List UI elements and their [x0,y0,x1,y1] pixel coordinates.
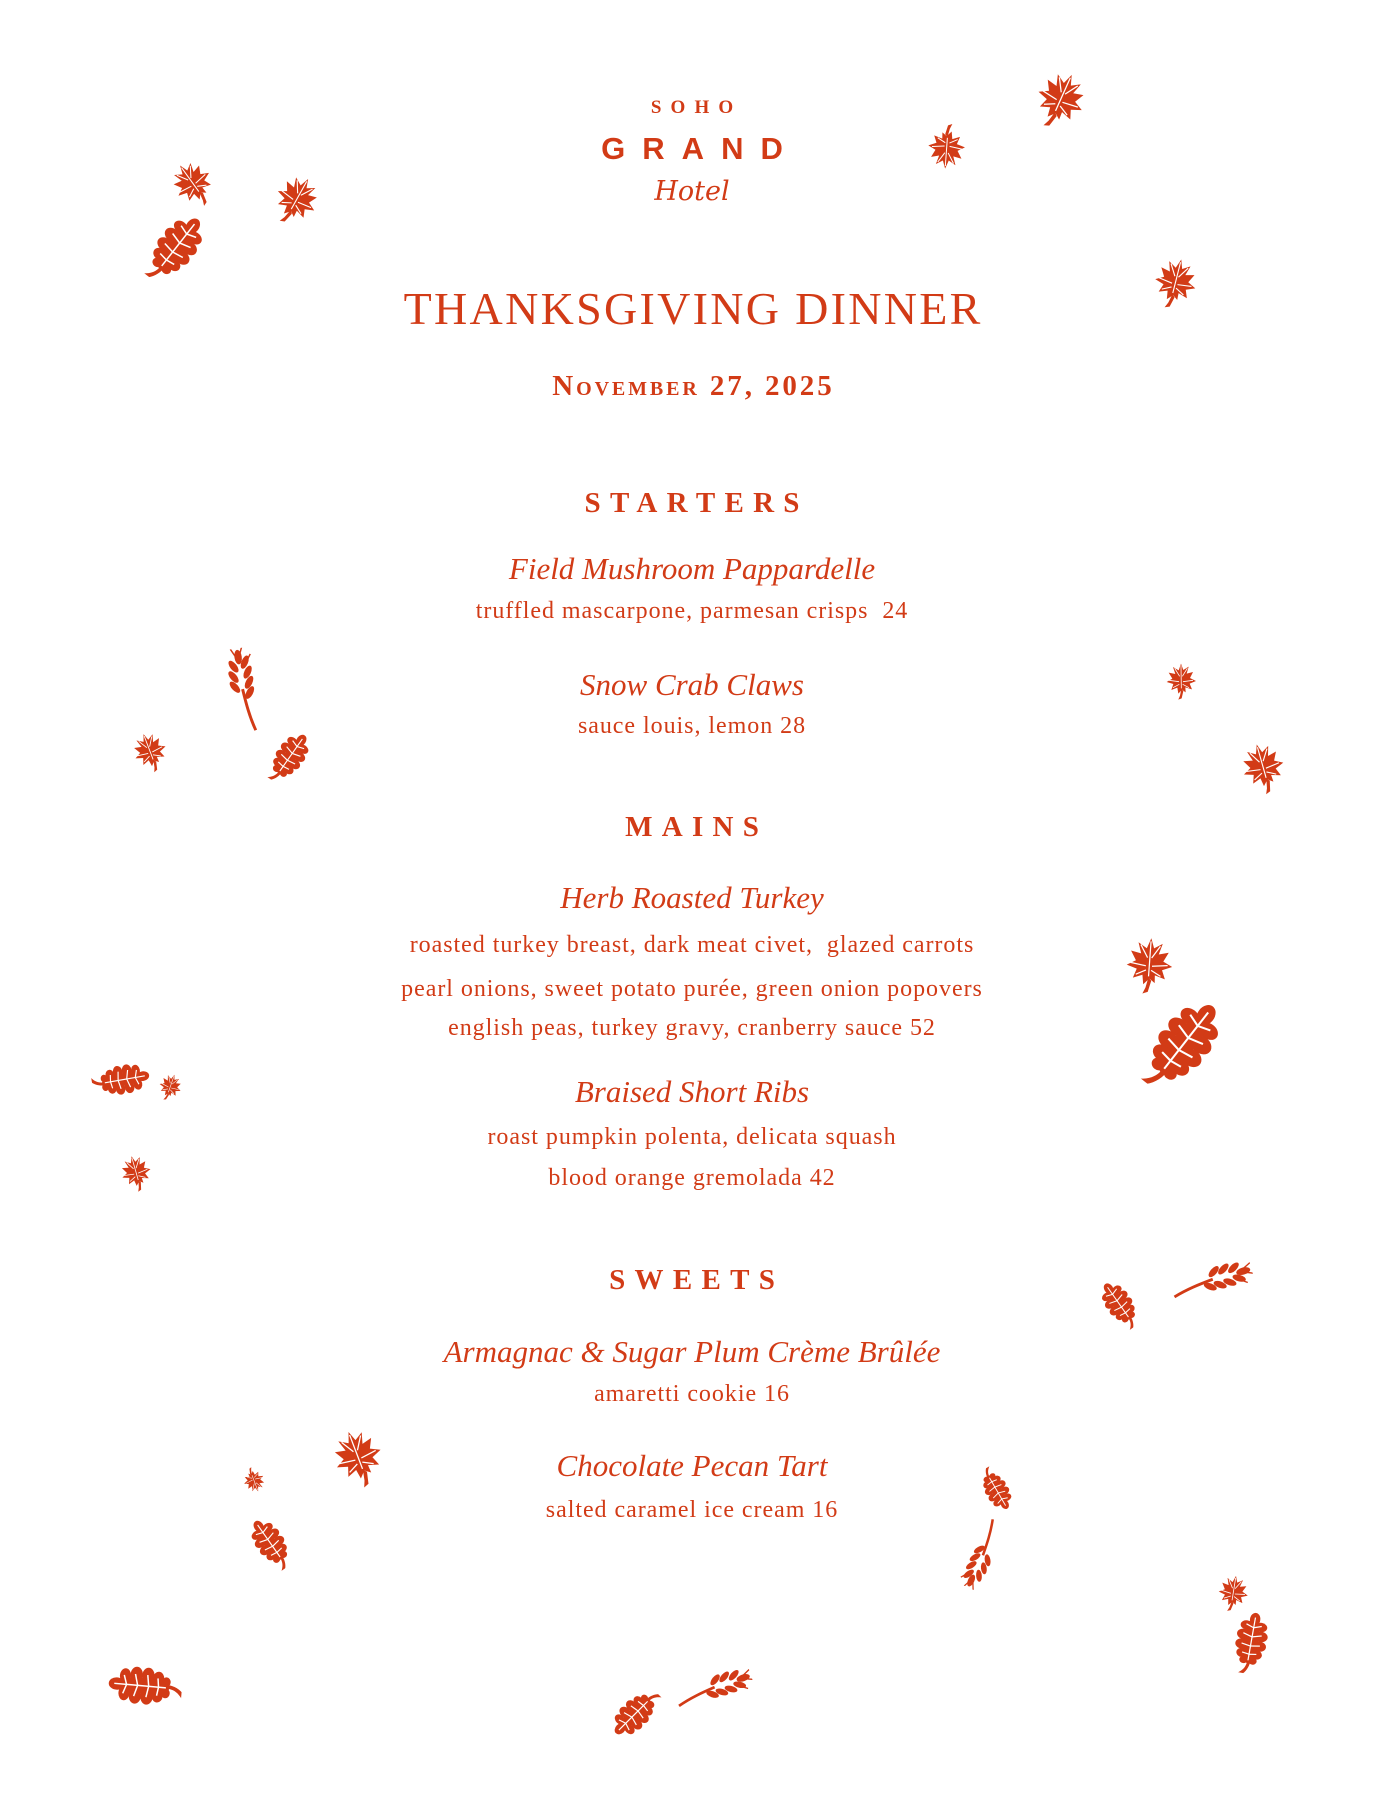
menu-date: November 27, 2025 [552,370,835,402]
dish-description: blood orange gremolada 42 [548,1165,836,1191]
maple-leaf-icon [1229,734,1298,803]
maple-leaf-icon [1210,1570,1256,1616]
section-title-sweets: SWEETS [609,1264,785,1296]
dish-name: Snow Crab Claws [580,667,804,702]
dish-description: pearl onions, sweet potato purée, green onion popovers [401,976,983,1002]
dish-description: amaretti cookie 16 [594,1381,790,1407]
logo-soho-text: SOHO [650,97,743,118]
dish-description: roasted turkey breast, dark meat civet, glazed carrots [409,932,975,958]
oak-leaf-icon [1215,1607,1287,1679]
wheat-stalk-icon [660,1636,763,1739]
oak-leaf-icon [595,1672,677,1754]
logo-grand-text: GRAND [601,131,800,166]
dish-name: Field Mushroom Pappardelle [508,551,876,586]
dish-description: truffled mascarpone, parmesan crisps 24 [475,598,909,624]
logo-hotel-text: Hotel [654,176,730,207]
dish-name: Armagnac & Sugar Plum Crème Brûlée [443,1334,941,1369]
menu-title: THANKSGIVING DINNER [403,283,983,334]
dish-name: Herb Roasted Turkey [560,880,824,915]
dish-name: Chocolate Pecan Tart [556,1448,828,1483]
dish-name: Braised Short Ribs [574,1074,810,1109]
dish-description: roast pumpkin polenta, delicata squash [487,1124,897,1150]
dish-description: sauce louis, lemon 28 [577,713,807,739]
section-title-starters: STARTERS [584,487,809,519]
dish-description: salted caramel ice cream 16 [545,1497,839,1523]
section-title-mains: MAINS [625,811,769,843]
dish-description: english peas, turkey gravy, cranberry sauce 52 [448,1015,936,1041]
oak-leaf-icon [105,1646,185,1726]
